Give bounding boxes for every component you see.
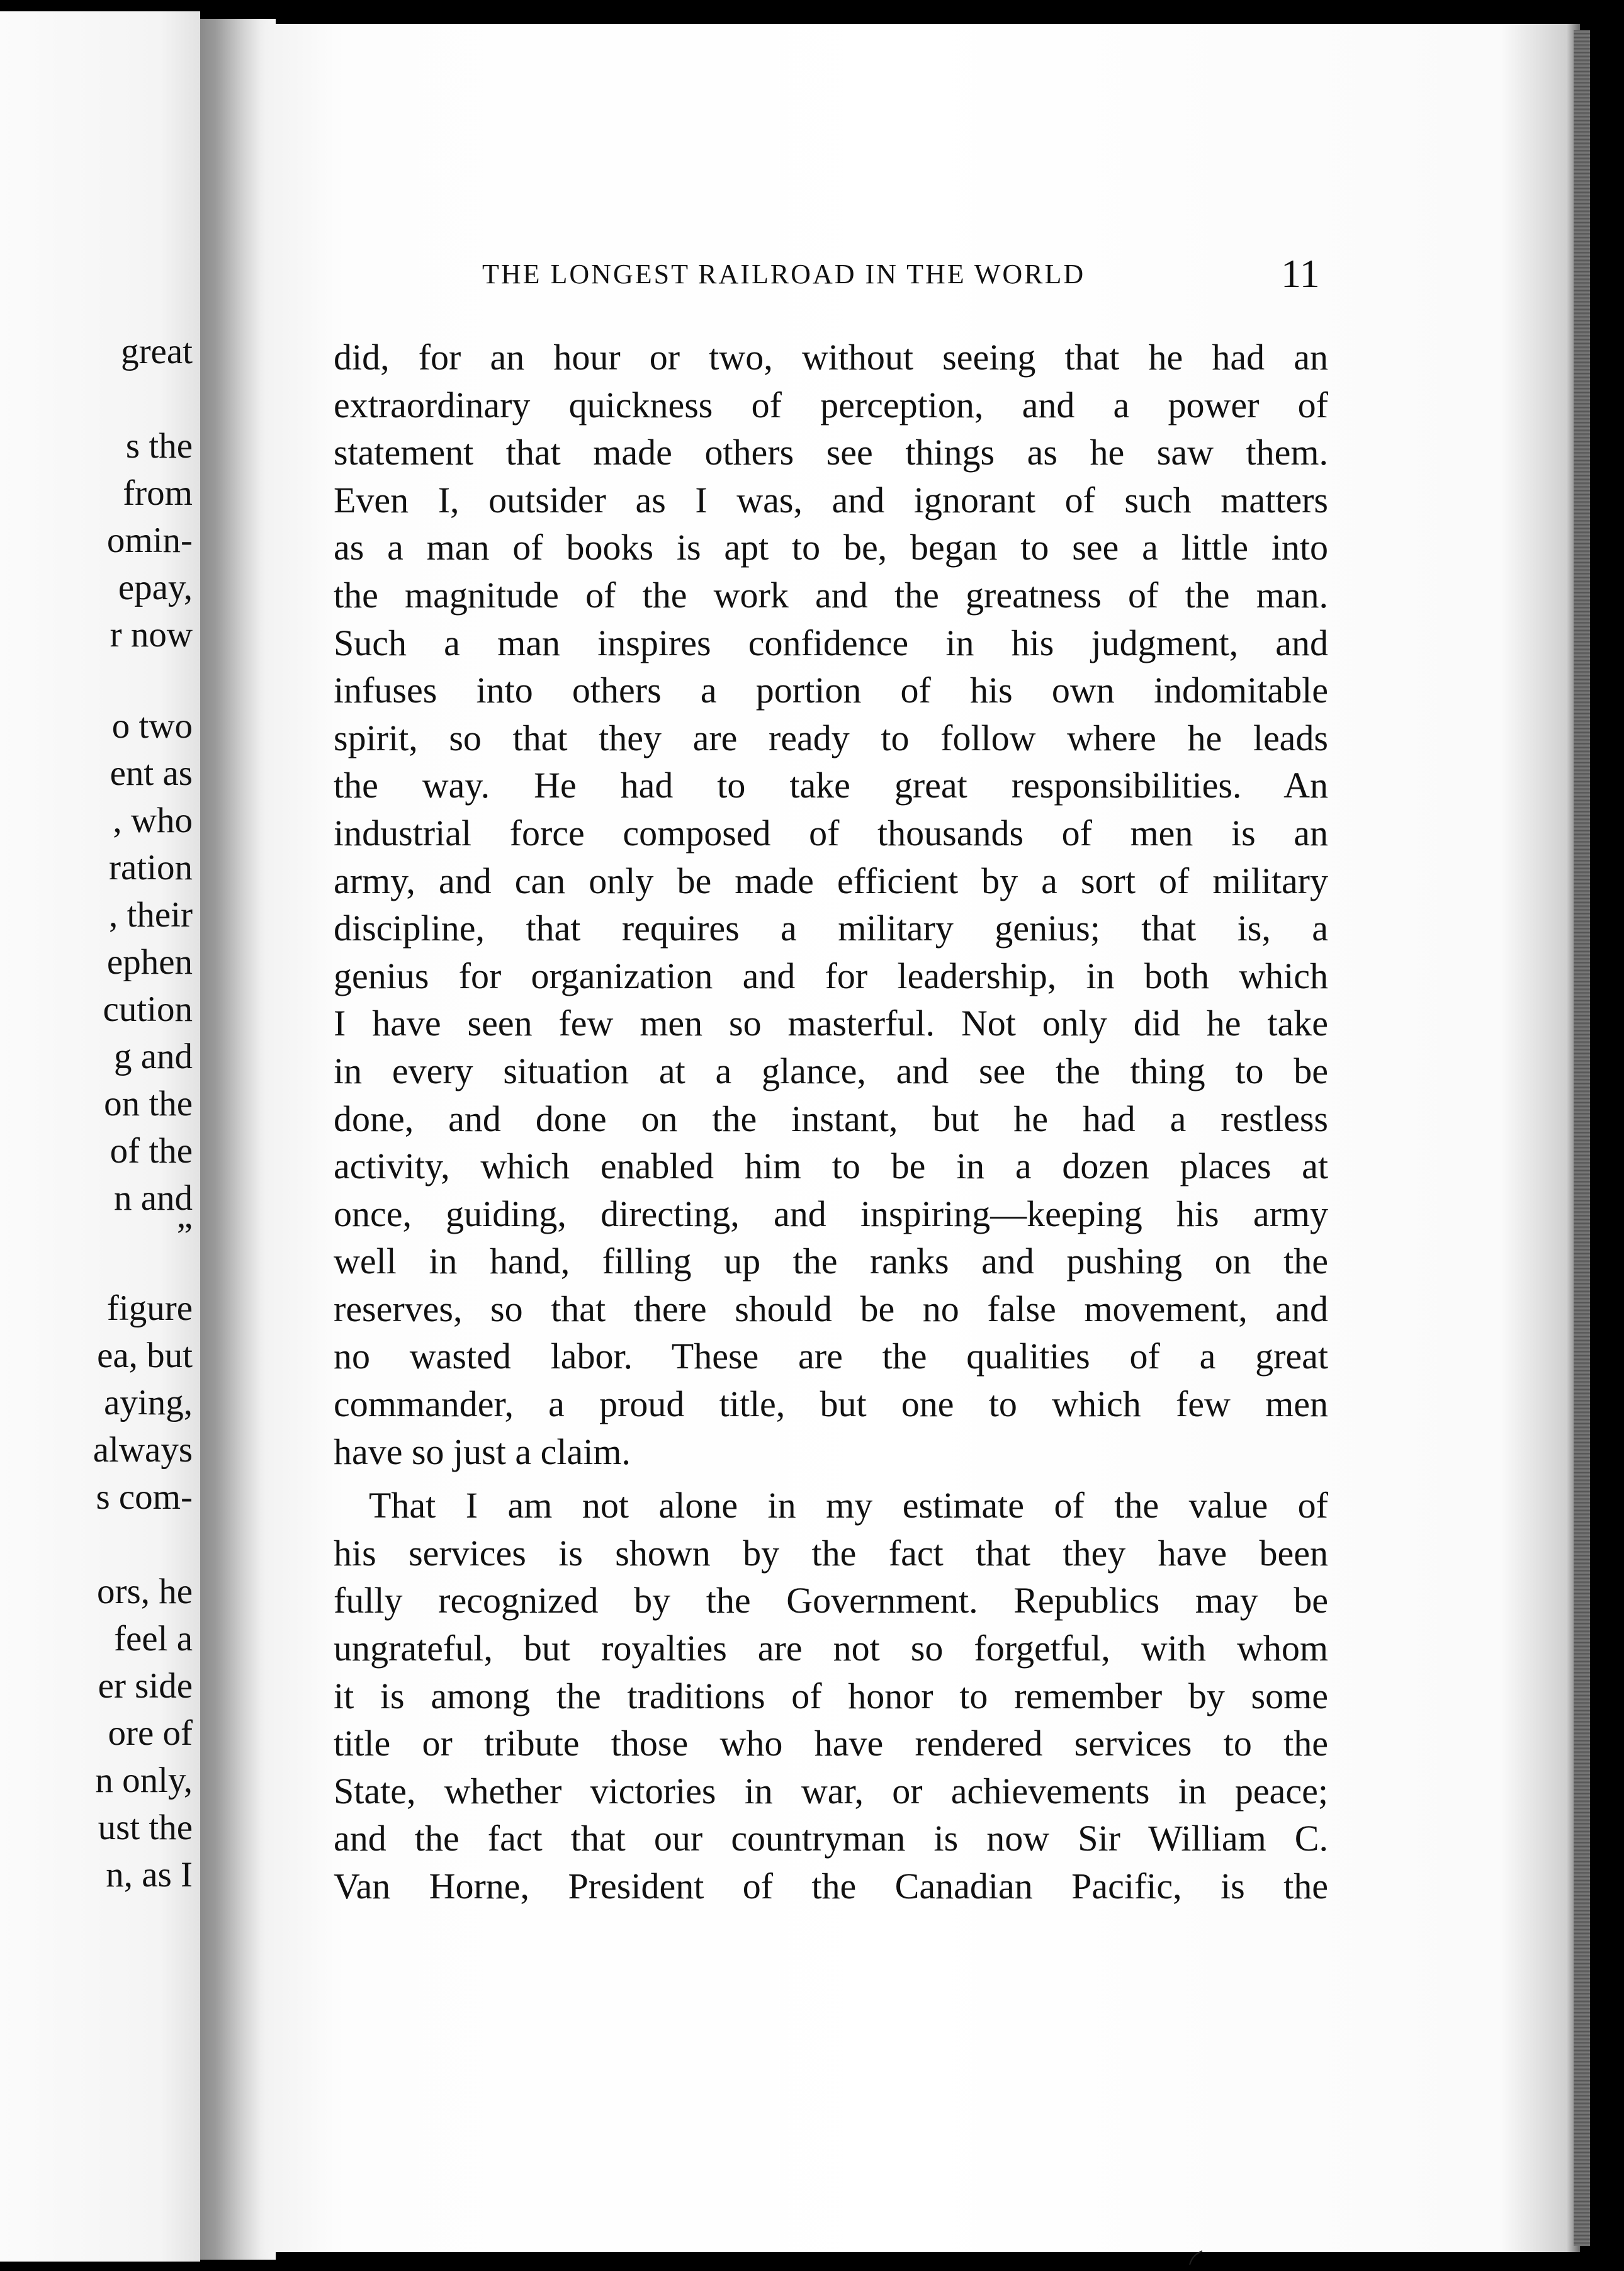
left-page-line: of the <box>110 1131 193 1171</box>
page-edge <box>1574 30 1590 2246</box>
text-line: once, guiding, directing, and inspiring—keeping his army <box>334 1193 1328 1234</box>
left-page-line: ea, but <box>97 1336 193 1375</box>
left-page-line: s com- <box>96 1477 193 1517</box>
left-page-line: great <box>121 332 193 371</box>
text-line: commander, a proud title, but one to which few men <box>334 1383 1328 1425</box>
left-page-line: ration <box>109 848 193 888</box>
left-page-line: cution <box>103 989 193 1029</box>
text-line: no wasted labor. These are the qualities of a great <box>334 1336 1328 1377</box>
page-number: 11 <box>1281 251 1320 296</box>
text-line: ungrateful, but royalties are not so forgetful, with whom <box>334 1628 1328 1669</box>
left-page-line: , who <box>113 801 193 840</box>
text-line: it is among the traditions of honor to remember by some <box>334 1675 1328 1716</box>
text-line: Van Horne, President of the Canadian Pacific, is the <box>334 1866 1328 1907</box>
text-line: fully recognized by the Government. Republics may be <box>334 1580 1328 1621</box>
text-line: army, and can only be made efficient by a sort of military <box>334 860 1328 901</box>
left-page-line: epay, <box>118 568 193 607</box>
left-page-line: , their <box>109 895 193 935</box>
left-page-line: ors, he <box>97 1572 193 1611</box>
left-page-line: aying, <box>104 1383 193 1423</box>
text-line: title or tribute those who have rendered services to the <box>334 1723 1328 1764</box>
left-page-line: from <box>123 473 193 513</box>
text-line: did, for an hour or two, without seeing that he had an <box>334 337 1328 378</box>
text-line: genius for organization and for leadership, in both which <box>334 955 1328 996</box>
text-line: I have seen few men so masterful. Not only did he take <box>334 1003 1328 1044</box>
text-line: extraordinary quickness of perception, and a power of <box>334 384 1328 425</box>
left-page-line: n only, <box>95 1761 193 1800</box>
left-page-line: figure <box>106 1288 193 1328</box>
text-line: well in hand, filling up the ranks and pushing on the <box>334 1241 1328 1282</box>
text-line: infuses into others a portion of his own indomitable <box>334 670 1328 711</box>
left-page-line: on the <box>104 1084 193 1124</box>
running-head: THE LONGEST RAILROAD IN THE WORLD <box>482 259 1086 290</box>
text-line: spirit, so that they are ready to follow where he leads <box>334 717 1328 758</box>
text-line: industrial force composed of thousands of men is an <box>334 812 1328 854</box>
left-page-line: ephen <box>106 942 193 982</box>
text-line: in every situation at a glance, and see the thing to be <box>334 1050 1328 1091</box>
text-line: That I am not alone in my estimate of the value of <box>369 1485 1328 1526</box>
text-line: have so just a claim. <box>334 1431 631 1472</box>
left-page-line: omin- <box>106 521 193 560</box>
text-line: his services is shown by the fact that they have been <box>334 1532 1328 1574</box>
left-page-line: g and <box>113 1037 193 1076</box>
text-line: State, whether victories in war, or achievements in peace; <box>334 1770 1328 1812</box>
paragraph <box>334 1482 1328 1910</box>
left-page-line: ore of <box>108 1713 193 1753</box>
left-page-line: o two <box>111 706 193 746</box>
text-line: and the fact that our countryman is now Sir William C. <box>334 1818 1328 1859</box>
left-page-line: always <box>93 1430 193 1470</box>
left-page <box>0 11 200 2262</box>
text-line: reserves, so that there should be no false movement, and <box>334 1288 1328 1329</box>
text-line: done, and done on the instant, but he had a restless <box>334 1098 1328 1139</box>
text-line: Such a man inspires confidence in his judgment, and <box>334 622 1328 663</box>
text-line: the magnitude of the work and the greatness of the man. <box>334 574 1328 616</box>
left-page-line: feel a <box>114 1619 193 1659</box>
text-line: statement that made others see things as he saw them. <box>334 432 1328 473</box>
left-page-line: r now <box>110 615 193 655</box>
left-page-line: ust the <box>98 1808 193 1847</box>
left-page-line: s the <box>125 426 193 466</box>
left-page-line: er side <box>98 1666 193 1706</box>
ink-speck-decoration <box>1183 2228 1221 2266</box>
text-line: as a man of books is apt to be, began to see a little into <box>334 527 1328 568</box>
left-page-line: ent as <box>110 753 193 793</box>
text-line: activity, which enabled him to be in a dozen places at <box>334 1146 1328 1187</box>
paragraph <box>334 334 1328 1475</box>
left-page-line: n, as I <box>106 1855 193 1895</box>
text-line: Even I, outsider as I was, and ignorant of such matters <box>334 479 1328 521</box>
text-line: the way. He had to take great responsibilities. An <box>334 765 1328 806</box>
left-page-line: ” <box>176 1216 193 1256</box>
text-line: discipline, that requires a military genius; that is, a <box>334 908 1328 949</box>
body-text <box>334 334 1328 1910</box>
left-page-line: n and <box>113 1178 193 1218</box>
